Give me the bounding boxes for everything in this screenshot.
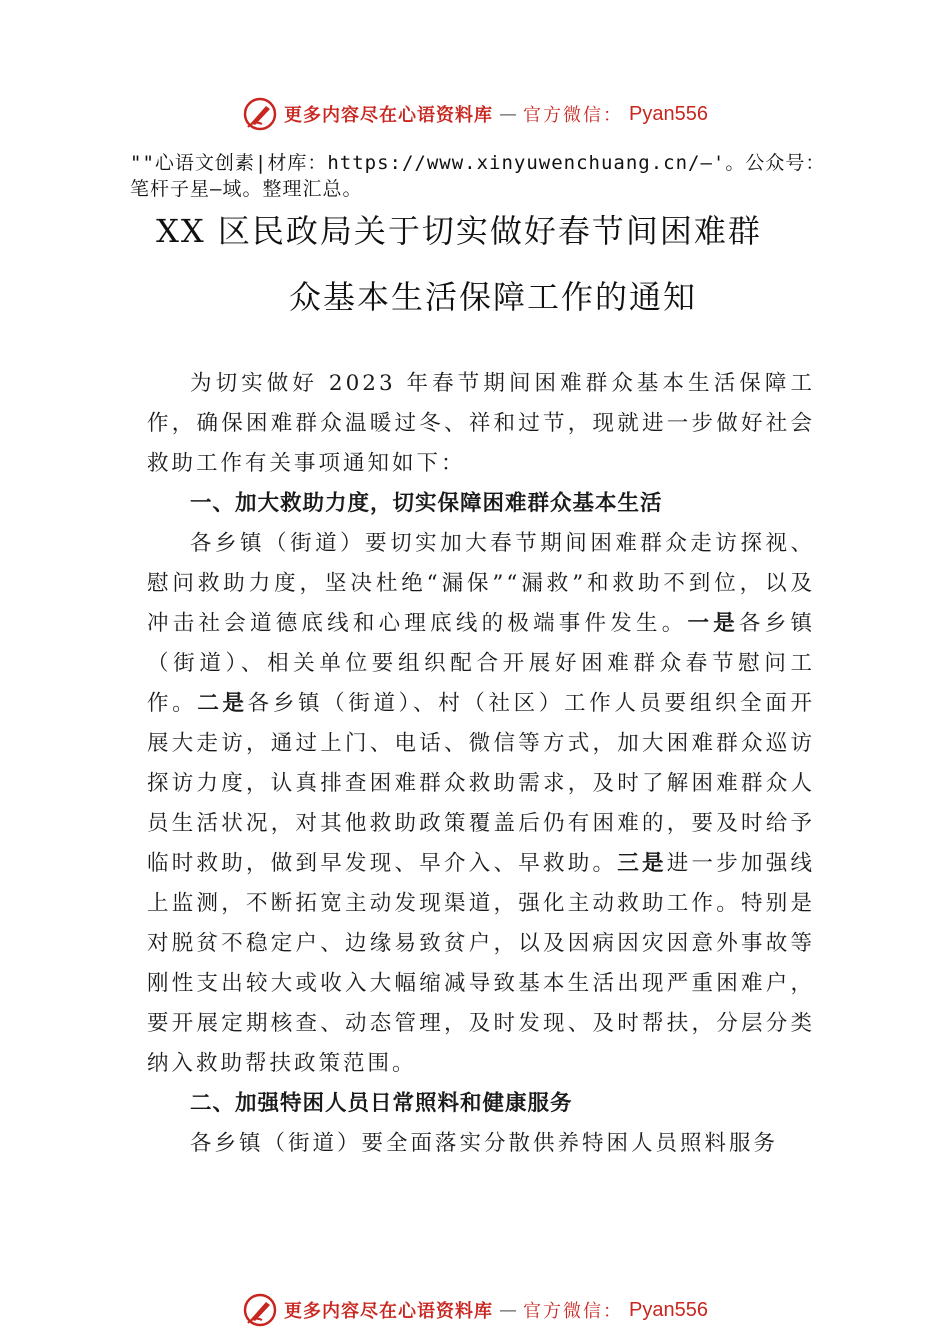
pen-logo-icon bbox=[242, 1292, 278, 1328]
section2-paragraph: 各乡镇（街道）要全面落实分散供养特困人员照料服务 bbox=[190, 1131, 779, 1156]
library-name: 更多内容尽在心语资料库 bbox=[284, 1301, 494, 1322]
wechat-id: Pyan556 bbox=[629, 1298, 708, 1321]
section1-heading: 一、加大救助力度，切实保障困难群众基本生活 bbox=[190, 491, 663, 516]
wechat-label: 官方微信： bbox=[523, 1301, 624, 1322]
pen-logo-icon bbox=[242, 96, 278, 132]
doc-title-line1: XX 区民政局关于切实做好春节间困难群 bbox=[156, 212, 762, 250]
point-three-text: 进一步加强线上监测，不断拓宽主动发现渠道，强化主动救助工作。特别是对脱贫不稳定户、边缘易致贫户，以及因病因灾因意外事故等刚性支出较大或收入大幅缩减导致基本生活出现严重困难户，要开展定期核查、动态管理，及时发现、及时帮扶，分层分类纳入救助帮扶政策范围。 bbox=[147, 851, 815, 1076]
footer-banner bbox=[0, 1290, 950, 1330]
library-name: 更多内容尽在心语资料库 bbox=[284, 105, 494, 126]
document-body bbox=[147, 364, 815, 1164]
wechat-label: 官方微信： bbox=[523, 105, 624, 126]
banner-separator: — bbox=[499, 103, 518, 125]
point-two-label: 二是 bbox=[197, 691, 248, 716]
wechat-id: Pyan556 bbox=[629, 102, 708, 125]
point-one-text: 各乡镇（街道）、相关单位要组织配合开展好困难群众春节慰问工作。 bbox=[147, 611, 815, 716]
section2-heading: 二、加强特困人员日常照料和健康服务 bbox=[190, 1091, 573, 1116]
banner-separator: — bbox=[499, 1299, 518, 1321]
section1-text-start: 各乡镇（街道）要切实加大春节期间困难群众走访探视、慰问救助力度，坚决杜绝“漏保”“漏救”和救助不到位，以及冲击社会道德底线和心理底线的极端事件发生。 bbox=[147, 531, 815, 636]
header-banner bbox=[0, 94, 950, 134]
doc-title-line2: 众基本生活保障工作的通知 bbox=[288, 278, 697, 316]
point-two-text: 各乡镇（街道）、村（社区）工作人员要组织全面开展大走访，通过上门、电话、微信等方式，加大困难群众巡访探访力度，认真排查困难群众救助需求，及时了解困难群众人员生活状况，对其他救助政策覆盖后仍有困难的，要及时给予临时救助，做到早发现、早介入、早救助。 bbox=[147, 691, 815, 876]
point-three-label: 三是 bbox=[617, 851, 667, 876]
section1-paragraph bbox=[147, 524, 815, 1084]
point-one-label: 一是 bbox=[687, 611, 739, 636]
intro-paragraph: 为切实做好 2023 年春节期间困难群众基本生活保障工作，确保困难群众温暖过冬、祥和过节，现就进一步做好社会救助工作有关事项通知如下： bbox=[147, 371, 815, 476]
source-note: ""心语文创素|材库：https://www.xinyuwenchuang.cn/—'。公众号：笔杆子星—域。整理汇总。 bbox=[130, 152, 826, 200]
